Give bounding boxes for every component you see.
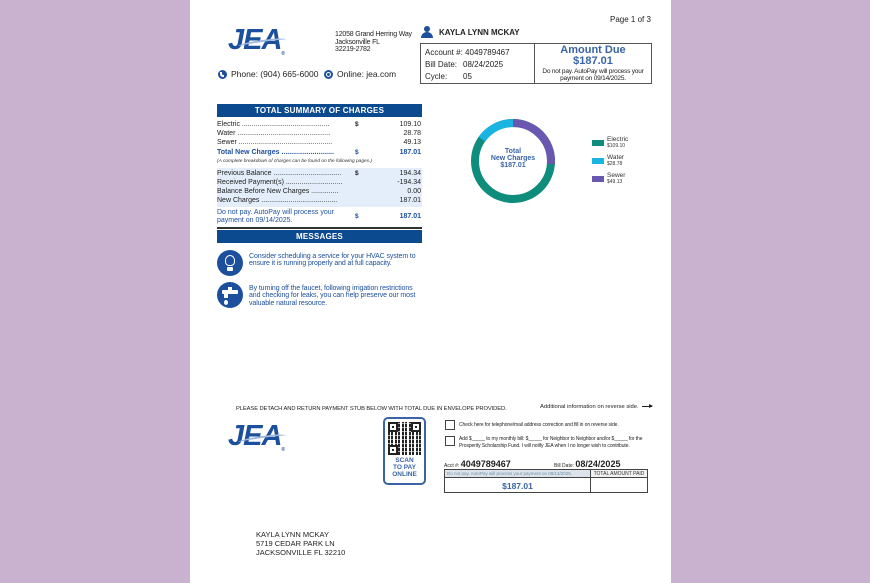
- address-correction-checkbox[interactable]: [445, 420, 455, 430]
- mailing-address: KAYLA LYNN MCKAY 5719 CEDAR PARK LN JACKSONVILLE FL 32210: [256, 530, 346, 557]
- account-summary-box: [420, 43, 652, 84]
- stub-account-number: Acct #: 4049789467: [444, 459, 511, 469]
- charges-summary: [217, 104, 422, 308]
- total-new-charges-row: Total New Charges ........................... $ 187.01: [217, 148, 421, 156]
- faucet-icon: [217, 282, 243, 308]
- summary-title: TOTAL SUMMARY OF CHARGES: [217, 104, 422, 117]
- scan-to-pay-label: SCAN TO PAY ONLINE: [392, 457, 417, 478]
- amount-due-cell: Do not pay. AutoPay will process your payment on 09/14/2025. $187.01: [445, 470, 591, 492]
- phone-contact: Phone: (904) 665-6000: [218, 69, 318, 79]
- legend-water: Water $28.78: [592, 154, 628, 172]
- detach-instructions: PLEASE DETACH AND RETURN PAYMENT STUB BELOW WITH TOTAL DUE IN ENVELOPE PROVIDED.: [236, 406, 507, 412]
- donation-checkbox[interactable]: [445, 436, 455, 446]
- messages-title: MESSAGES: [217, 230, 422, 243]
- donation-label: Add $_____ to my monthly bill: $_____ for Neighbor to Neighbor and/or $_____ for the Prosperity Scholarship Fund. I will notify JEA when I no longer wish to contribute.: [459, 436, 643, 449]
- website-link[interactable]: Online: jea.com: [337, 69, 397, 79]
- charge-row-water: Water ................................................ 28.78: [217, 130, 421, 138]
- globe-icon: [324, 70, 333, 79]
- additional-info: Additional information on reverse side.: [540, 404, 652, 410]
- customer-name-header: KAYLA LYNN MCKAY: [421, 26, 520, 38]
- stub-amount-due: $187.01: [502, 481, 533, 491]
- autopay-row: Do not pay. AutoPay will process your payment on 09/14/2025. $ 187.01: [217, 208, 421, 224]
- legend-sewer: Sewer $49.13: [592, 172, 628, 190]
- amount-due-panel: Amount Due $187.01 Do not pay. AutoPay will process your payment on 09/14/2025.: [535, 44, 651, 83]
- lightbulb-icon: [217, 250, 243, 276]
- utility-address: 12058 Grand Herring Way Jacksonville FL 32219-2782: [335, 31, 412, 53]
- breakdown-note: (A complete breakdown of charges can be found on the following pages.): [217, 158, 373, 164]
- balance-before-row: Balance Before New Charges .............. 0.00: [217, 188, 421, 196]
- charge-row-sewer: Sewer ................................................ 49.13: [217, 139, 421, 147]
- payment-box: [444, 469, 648, 493]
- donut-center-label: Total New Charges $187.01: [490, 148, 536, 169]
- message-water: By turning off the faucet, following irrigation restrictions and checking for leaks, you can help preserve our most valuable natural resource.: [217, 282, 422, 308]
- online-contact[interactable]: [324, 69, 396, 79]
- balance-block: [217, 168, 422, 207]
- cycle: 05: [463, 72, 472, 81]
- phone-icon: [218, 70, 227, 79]
- page-number: Page 1 of 3: [610, 15, 651, 24]
- arrow-right-icon: [642, 406, 652, 407]
- legend-electric: Electric $109.10: [592, 136, 628, 154]
- divider: [217, 227, 422, 229]
- stub-jea-logo: JEA®: [228, 420, 284, 453]
- total-amount-paid-cell[interactable]: TOTAL AMOUNT PAID: [591, 470, 647, 492]
- account-details: Account #: 4049789467 Bill Date: 08/24/2025 Cycle: 05: [421, 44, 535, 83]
- address-correction-label: Check here for telephone/mail address correction and fill in on reverse side.: [459, 422, 619, 428]
- bill-page: [190, 0, 671, 583]
- amount-due-value: $187.01: [573, 55, 613, 67]
- jea-logo: JEA®: [228, 24, 284, 57]
- charges-donut-chart: [469, 117, 557, 205]
- new-charges-row: New Charges ....................................... 187.01: [217, 197, 421, 205]
- account-number: 4049789467: [465, 48, 510, 57]
- charge-row-electric: Electric ............................................. $ 109.10: [217, 121, 421, 128]
- scan-to-pay-qr[interactable]: [383, 417, 426, 485]
- stub-bill-date: Bill Date: 08/24/2025: [554, 459, 621, 469]
- chart-legend: [592, 136, 628, 190]
- message-hvac: Consider scheduling a service for your HVAC system to ensure it is running properly and at full capacity.: [217, 250, 422, 276]
- bill-date: 08/24/2025: [463, 60, 504, 69]
- received-payments-row: Received Payment(s) ............................. -194.34: [217, 178, 421, 186]
- person-icon: [421, 26, 433, 38]
- previous-balance-row: Previous Balance ................................... $ 194.34: [217, 169, 421, 177]
